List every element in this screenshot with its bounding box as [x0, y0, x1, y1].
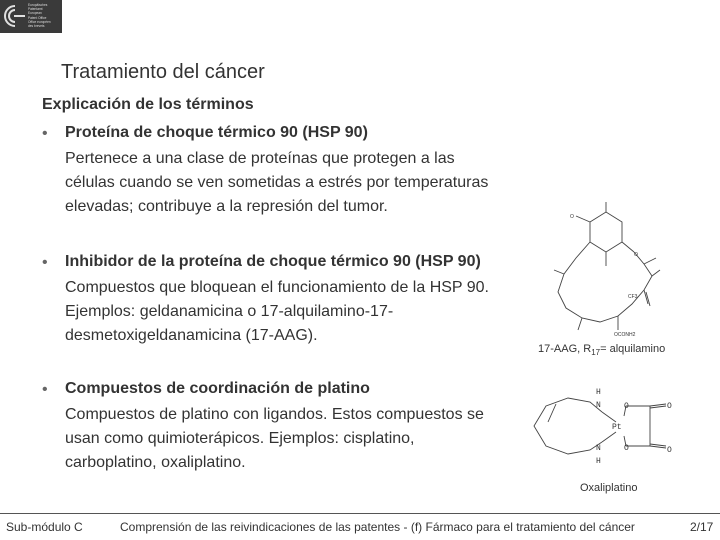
slide-title: Tratamiento del cáncer [61, 61, 265, 83]
aag-oxygen-label: O [634, 252, 638, 258]
epo-logo-icon [4, 4, 26, 28]
oxali-o-label: O [667, 402, 672, 411]
bullet-title-platinum: Compuestos de coordinación de platino [65, 380, 370, 397]
oxali-o-label: O [667, 446, 672, 455]
bullet-marker: • [42, 254, 48, 271]
oxaliplatin-caption: Oxaliplatino [580, 482, 638, 494]
aag-carbamate-label: OCONH2 [614, 332, 636, 338]
oxali-o-label: O [624, 402, 629, 411]
oxali-pt-label: Pt [612, 423, 622, 432]
oxaliplatin-structure-diagram [528, 386, 678, 468]
section-heading: Explicación de los términos [42, 96, 254, 113]
oxali-h-label: H [596, 388, 601, 397]
bullet-marker: • [42, 125, 48, 142]
oxali-o-label: O [624, 444, 629, 453]
bullet-text-hsp90: Pertenece a una clase de proteínas que protegen a las células cuando se ven sometidas a estrés por temperaturas elevadas; contribuye a la represión del tumor. [65, 150, 489, 215]
bullet-text-platinum: Compuestos de platino con ligandos. Estos compuestos se usan como quimioterápicos. Ejemplos: cisplatino, carboplatino, oxaliplatino. [65, 406, 484, 471]
page-number: 2/17 [690, 520, 714, 534]
logo-text: Europäisches Patentamt European Patent Office Office européen des brevets [28, 3, 51, 29]
footer-divider [0, 513, 720, 514]
aag-cf3-label: CF3 [628, 294, 638, 300]
oxali-n-label: N [596, 444, 601, 453]
aag-oxygen-label: O [570, 214, 574, 220]
oxali-h-label: H [596, 457, 601, 466]
footer-course-title: Comprensión de las reivindicaciones de las patentes - (f) Fármaco para el tratamiento del cáncer [120, 520, 635, 534]
epo-logo [0, 0, 62, 33]
oxali-n-label: N [596, 401, 601, 410]
bullet-title-inhibitor: Inhibidor de la proteína de choque térmico 90 (HSP 90) [65, 253, 481, 270]
aag-caption: 17-AAG, $R_{17}=$ alquilamino [538, 343, 666, 358]
bullet-text-inhibitor: Compuestos que bloquean el funcionamiento de la HSP 90. Ejemplos: geldanamicina o 17-alquilamino-17- desmetoxigeldanamicina (17-AAG). [65, 279, 489, 344]
footer-submodule: Sub-módulo C [6, 520, 83, 534]
bullet-title-hsp90: Proteína de choque térmico 90 (HSP 90) [65, 124, 368, 141]
aag-structure-diagram [548, 200, 666, 338]
bullet-marker: • [42, 381, 48, 398]
